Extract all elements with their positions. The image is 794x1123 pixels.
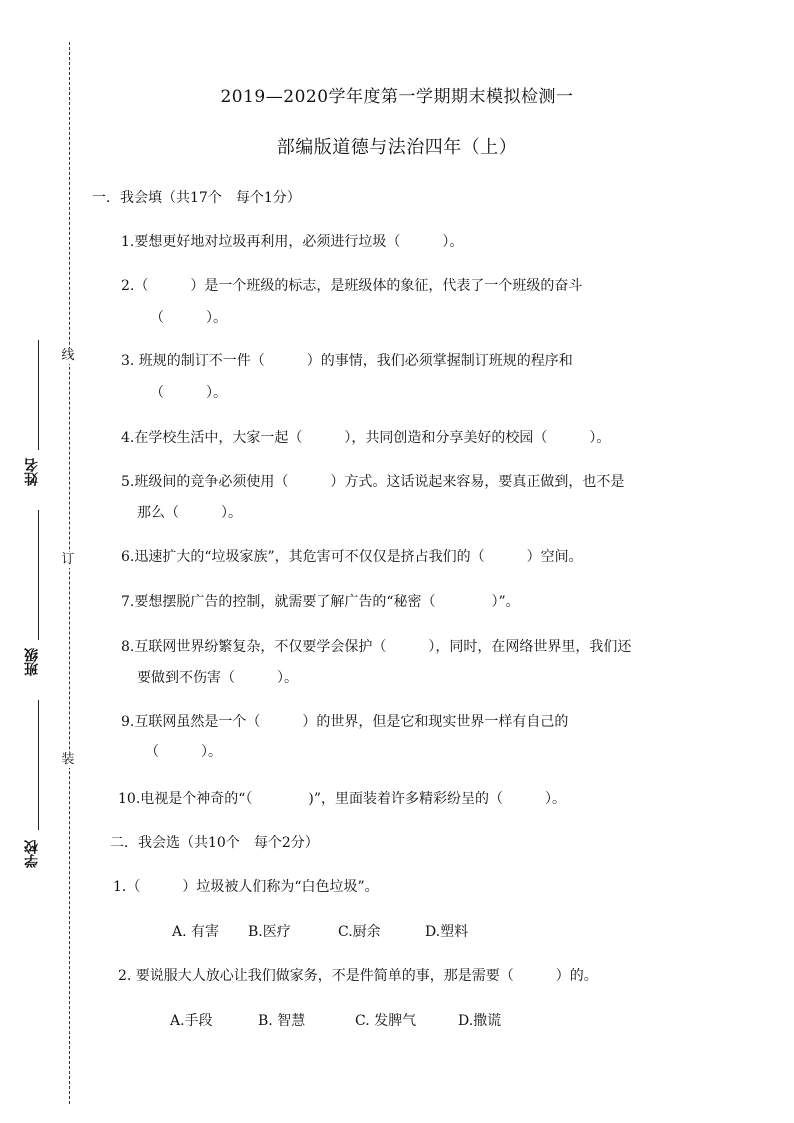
fill-question-8-line2: 要做到不伤害（ ）。 — [137, 670, 298, 686]
binding-char-xian: 线 — [61, 348, 75, 363]
choice-1-option-b: B.医疗 — [248, 924, 291, 940]
fill-question-4: 4.在学校生活中，大家一起（ ），共同创造和分享美好的校园（ ）。 — [121, 430, 611, 446]
name-field-label: 姓名 — [24, 458, 40, 486]
choice-question-1: 1.（ ）垃圾被人们称为“白色垃圾”。 — [113, 879, 379, 895]
choice-1-option-a: A. 有害 — [172, 924, 220, 940]
fill-question-7: 7.要想摆脱广告的控制，就需要了解广告的“秘密（ ）”。 — [121, 594, 520, 610]
section2-heading: 二．我会选（共10个 每个2分） — [110, 835, 319, 851]
fill-question-1: 1.要想更好地对垃圾再利用，必须进行垃圾（ ）。 — [121, 234, 464, 250]
school-field-label: 学校 — [24, 840, 40, 868]
name-field-line[interactable] — [38, 340, 39, 450]
fill-question-5-line2: 那么（ ）。 — [137, 505, 242, 521]
school-field-line[interactable] — [38, 700, 39, 830]
fill-question-2-line2: （ ）。 — [150, 310, 227, 326]
choice-2-option-a: A.手段 — [170, 1013, 213, 1029]
fill-question-2: 2.（ ）是一个班级的标志，是班级体的象征，代表了一个班级的奋斗 — [121, 278, 583, 294]
choice-1-option-c: C.厨余 — [338, 924, 381, 940]
fill-question-9-line2: （ ）。 — [145, 744, 222, 760]
fill-question-3: 3. 班规的制订不一件（ ）的事情，我们必须掌握制订班规的程序和 — [121, 353, 573, 369]
fill-question-8: 8.互联网世界纷繁复杂，不仅要学会保护（ ），同时，在网络世界里，我们还 — [121, 639, 632, 655]
exam-subtitle: 部编版道德与法治四年（上） — [276, 137, 518, 158]
section1-heading: 一．我会填（共17个 每个1分） — [92, 190, 301, 206]
binding-char-zhuang: 装 — [61, 752, 75, 767]
binding-dashed-line — [69, 42, 70, 1104]
choice-2-option-b: B. 智慧 — [258, 1013, 306, 1029]
exam-title: 2019—2020学年度第一学期期末模拟检测一 — [220, 87, 574, 107]
choice-2-option-d: D.撒谎 — [458, 1013, 502, 1029]
choice-2-option-c: C. 发脾气 — [355, 1013, 417, 1029]
fill-question-5: 5.班级间的竞争必须使用（ ）方式。这话说起来容易，要真正做到，也不是 — [121, 474, 625, 490]
choice-question-2: 2. 要说服大人放心让我们做家务，不是件简单的事，那是需要（ ）的。 — [118, 968, 598, 984]
fill-question-10: 10.电视是个神奇的“（ )”，里面装着许多精彩纷呈的（ ）。 — [118, 791, 567, 807]
fill-question-9: 9.互联网虽然是一个（ ）的世界，但是它和现实世界一样有自己的 — [121, 714, 569, 730]
class-field-label: 班级 — [24, 648, 40, 676]
fill-question-3-line2: （ ）。 — [150, 385, 227, 401]
class-field-line[interactable] — [38, 510, 39, 640]
binding-char-ding: 订 — [61, 552, 75, 567]
choice-1-option-d: D.塑料 — [425, 924, 469, 940]
fill-question-6: 6.迅速扩大的“垃圾家族”，其危害可不仅仅是挤占我们的（ ）空间。 — [121, 549, 583, 565]
